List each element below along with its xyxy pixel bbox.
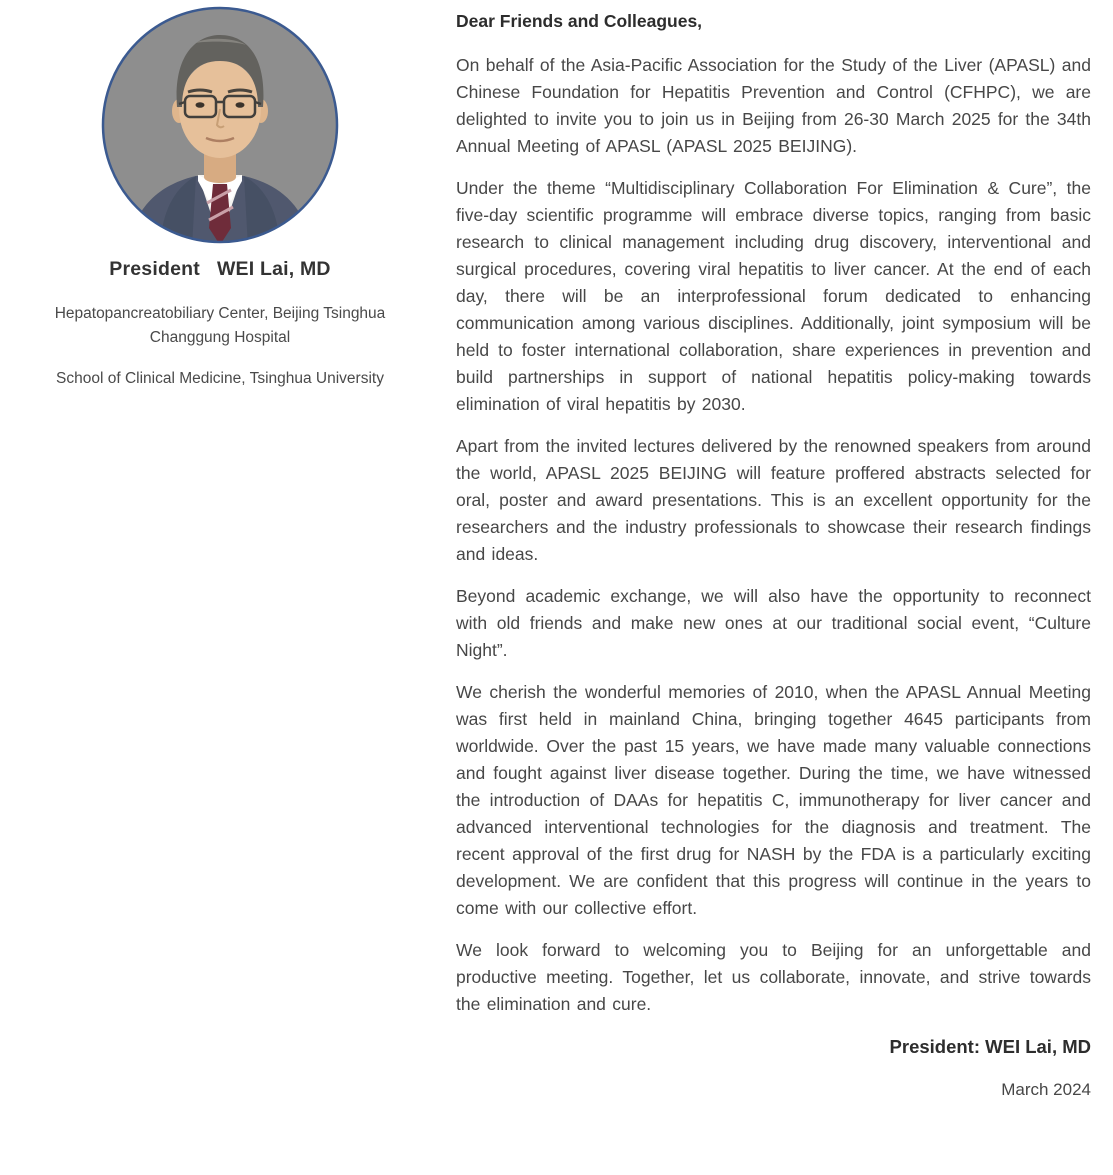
letter-paragraph-3: Apart from the invited lectures delivered by the renowned speakers from around the world, APASL 2025 BEIJING will feature proffered abstracts selected for oral, poster and award presentations. This is an excellent opportunity for the researchers and the industry professionals to showcase their research findings and ideas. <box>456 436 1091 564</box>
letter-body <box>440 0 1113 1175</box>
letter-paragraph-1: On behalf of the Asia-Pacific Association for the Study of the Liver (APASL) and Chinese Foundation for Hepatitis Prevention and Control (CFHPC), we are delighted to invite you to join us in Beijing from 26-30 March 2025 for the 34th Annual Meeting of APASL (APASL 2025 BEIJING). <box>456 55 1091 156</box>
letter-paragraph-2: Under the theme “Multidisciplinary Collaboration For Elimination & Cure”, the five-day scientific programme will embrace diverse topics, ranging from basic research to clinical management including drug discovery, interventional and surgical procedures, covering viral hepatitis to liver cancer. At the end of each day, there will be an interprofessional forum dedicated to enhancing communication among various disciplines. Additionally, joint symposium will be held to foster international collaboration, share experiences in prevention and build partnerships in support of national hepatitis policy-making towards elimination of viral hepatitis by 2030. <box>456 178 1091 414</box>
letter-signature: President: WEI Lai, MD <box>889 1036 1091 1057</box>
president-name <box>109 258 330 281</box>
letter-paragraph-5: We cherish the wonderful memories of 2010, when the APASL Annual Meeting was first held in mainland China, bringing together 4645 participants from worldwide. Over the past 15 years, we have made many valuable connections and fought against liver disease together. During the time, we have witnessed the introduction of DAAs for hepatitis C, immunotherapy for liver cancer and advanced interventional technologies for the diagnosis and treatment. The recent approval of the first drug for NASH by the FDA is a particularly exciting development. We are confident that this progress will continue in the years to come with our collective effort. <box>456 682 1091 918</box>
affiliation-university: School of Clinical Medicine, Tsinghua University <box>56 370 384 387</box>
president-title-label: President <box>109 258 200 280</box>
president-profile-panel <box>0 0 440 1175</box>
president-name-text: WEI Lai, MD <box>216 258 331 280</box>
affiliation-hospital-line2: Changgung Hospital <box>149 329 291 346</box>
letter-salutation: Dear Friends and Colleagues, <box>456 11 703 31</box>
affiliation-hospital <box>55 302 386 350</box>
affiliation-hospital-line1: Hepatopancreatobiliary Center, Beijing Tsinghua <box>54 305 386 322</box>
president-portrait <box>100 5 340 245</box>
letter-date: March 2024 <box>1001 1080 1091 1099</box>
letter-paragraph-6: We look forward to welcoming you to Beijing for an unforgettable and productive meeting. Together, let us collaborate, innovate, and strive towards the elimination and cure. <box>456 940 1091 1014</box>
portrait-photo-illustration <box>100 5 340 245</box>
letter-paragraph-4: Beyond academic exchange, we will also have the opportunity to reconnect with old friends and make new ones at our traditional social event, “Culture Night”. <box>456 586 1091 660</box>
